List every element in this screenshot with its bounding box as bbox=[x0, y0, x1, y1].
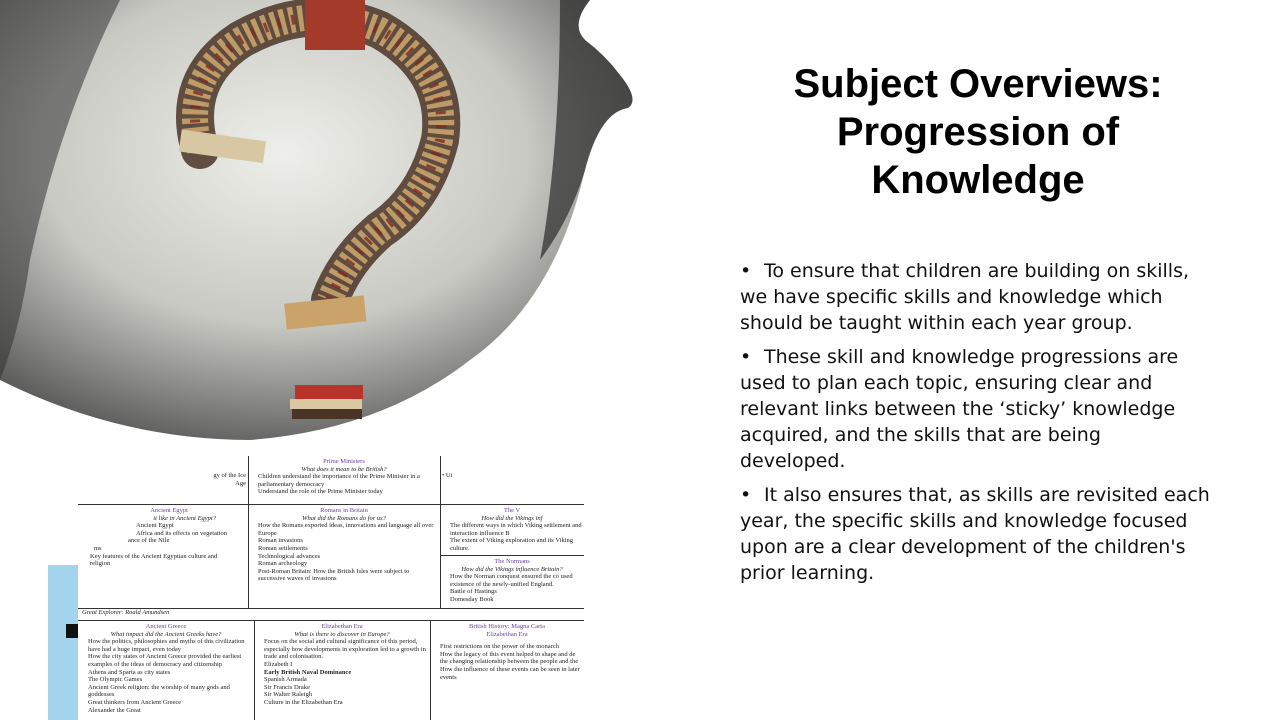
bullet-item bbox=[740, 258, 1210, 336]
doc-heading: Prime Ministers bbox=[323, 458, 365, 465]
doc-bullet: • Culture in the Elizabethan Era bbox=[264, 699, 428, 707]
doc-bullet: • How the influence of these events can be seen in later events bbox=[440, 666, 582, 681]
bullet-item bbox=[740, 344, 1210, 474]
doc-bullet: • The extent of Viking exploration and its Viking culture. bbox=[450, 537, 582, 552]
bullet-dot-icon: • bbox=[740, 484, 752, 506]
doc-bullet: • Post-Roman Britain: How the British Isles were subject to successive waves of invasions bbox=[258, 568, 438, 583]
doc-bullet: religion bbox=[90, 560, 111, 568]
doc-question: What impact did the Ancient Greeks have? bbox=[110, 630, 222, 638]
doc-bullet: • How the Romans exported ideas, innovations and language all over Europe bbox=[258, 522, 438, 537]
doc-heading: Romans in Britain bbox=[320, 507, 368, 514]
doc-bullet: • Understand the role of the Prime Minister today bbox=[258, 488, 438, 496]
doc-question: What is there to discover in Europe? bbox=[294, 630, 390, 638]
doc-bullet bbox=[450, 553, 582, 555]
doc-bullet: • The different ways in which Viking settlement and interaction influence B bbox=[450, 522, 582, 537]
doc-bullet: • Children understand the importance of the Prime Minister in a parliamentary democracy bbox=[258, 473, 438, 488]
doc-bullet: • Battle of Hastings bbox=[450, 588, 582, 596]
doc-bullet: • How the city states of Ancient Greece provided the earliest examples of the ideas of democracy and citizenship bbox=[88, 653, 252, 668]
doc-bullet: • Roman archeology bbox=[258, 560, 438, 568]
bullet-dot-icon: • bbox=[740, 346, 752, 368]
doc-heading: Ancient Greece bbox=[145, 623, 187, 630]
bullet-text: It also ensures that, as skills are revisited each year, the specific skills and knowledge focused upon are a clear development of the children's prior learning. bbox=[740, 484, 1210, 584]
doc-bullet: • How the Norman conquest ensured the co used existence of the newly-unified England. bbox=[450, 573, 582, 588]
doc-bullet: • The Olympic Games bbox=[88, 676, 252, 684]
doc-question: What did the Romans do for us? bbox=[302, 514, 386, 522]
doc-bullet: • Great thinkers from Ancient Greece bbox=[88, 699, 252, 707]
doc-bullet: • Sir Francis Drake bbox=[264, 684, 428, 692]
doc-bullet: • Elizabeth I bbox=[264, 661, 428, 669]
slide-title-line: Knowledge bbox=[871, 158, 1085, 202]
doc-heading: Elizabethan Era bbox=[486, 630, 528, 638]
curriculum-document-image bbox=[78, 456, 584, 720]
doc-bullet: • How the legacy of this event helped to shape and de the changing relationship between the people and the bbox=[440, 651, 582, 666]
doc-bullet: Ancient Egypt bbox=[136, 522, 174, 530]
doc-question: How did the Vikings inf bbox=[481, 514, 543, 522]
doc-bullet: • Focus on the social and cultural significance of this period, especially how developments in exploration led to a growth in trade and colonisation. bbox=[264, 638, 428, 661]
bullet-text: These skill and knowledge progressions are used to plan each topic, ensuring clear and relevant links between the ‘sticky’ knowledge acquired, and the skills that are being developed. bbox=[740, 346, 1179, 472]
doc-bullet: • Alexander the Great bbox=[88, 707, 252, 715]
doc-bullet: ance of the Nile bbox=[128, 537, 170, 545]
doc-bullet: • How the politics, philosophies and myths of this civilization have had a huge impact, even today bbox=[88, 638, 252, 653]
doc-bullet: • Early British Naval Dominance bbox=[264, 669, 428, 677]
doc-bullet: • First restrictions on the power of the monarch bbox=[440, 643, 582, 651]
doc-question: it like in Ancient Egypt? bbox=[153, 514, 216, 522]
doc-question: What does it mean to be British? bbox=[301, 465, 387, 473]
doc-bullet: • Technological advances bbox=[258, 553, 438, 561]
doc-bullet: • Athens and Sparta as city states bbox=[88, 669, 252, 677]
doc-bullet: • Roman settlements bbox=[258, 545, 438, 553]
doc-bullet: • Domesday Book bbox=[450, 596, 582, 604]
slide-title bbox=[740, 60, 1216, 204]
doc-bullet: Key features of the Ancient Egyptian culture and bbox=[90, 552, 218, 560]
bullet-text: To ensure that children are building on skills, we have specific skills and knowledge which should be taught within each year group. bbox=[740, 260, 1190, 334]
doc-heading: British History: Magna Carta bbox=[468, 623, 545, 630]
doc-bullet: • Roman invasions bbox=[258, 537, 438, 545]
slide-title-line: Progression of bbox=[836, 110, 1120, 154]
bullet-dot-icon: • bbox=[740, 260, 752, 282]
doc-heading: Elizabethan Era bbox=[321, 623, 363, 630]
bullet-item bbox=[740, 482, 1210, 586]
doc-bullet: • Ancient Greek religion: the worship of many gods and goddesses bbox=[88, 684, 252, 699]
bullet-list bbox=[740, 258, 1210, 594]
doc-cell-text: • Ui bbox=[442, 472, 453, 479]
doc-bullet: • Sir Walter Raleigh bbox=[264, 691, 428, 699]
doc-question: How did the Vikings influence Britain? bbox=[461, 565, 563, 573]
doc-bullet: • Spanish Armada bbox=[264, 676, 428, 684]
doc-bullet: ms bbox=[94, 544, 102, 552]
doc-heading: The V bbox=[503, 507, 521, 514]
doc-cell-text: Age bbox=[235, 479, 246, 487]
slide-title-line: Subject Overviews: bbox=[793, 62, 1163, 106]
doc-bullet: Africa and its effects on vegetation bbox=[136, 529, 228, 537]
doc-cell-text: gy of the Ice bbox=[213, 472, 246, 479]
doc-heading: The Normans bbox=[494, 558, 530, 565]
doc-explorer: Great Explorer: Roald Amundsen bbox=[82, 609, 170, 616]
doc-heading: Ancient Egypt bbox=[150, 507, 188, 514]
